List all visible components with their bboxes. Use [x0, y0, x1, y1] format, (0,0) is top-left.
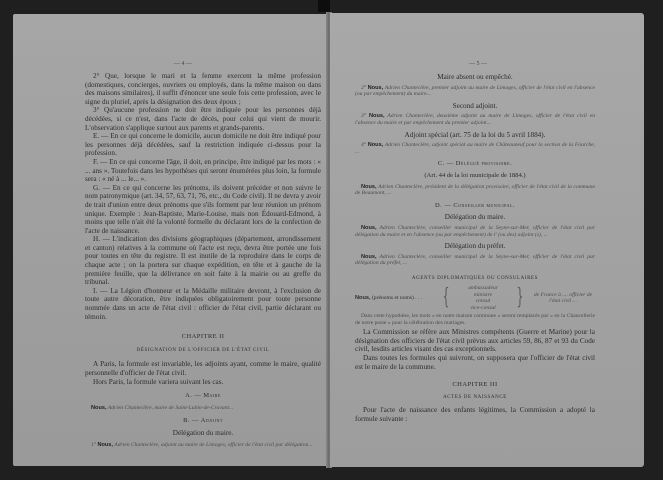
formula-text: Adrien Chanteclère, deuxième adjoint au maire de Limoges, officier de l'état civil en l'absence du maire et par empêchement du premier adjoint... [355, 113, 595, 126]
formula-number: 2° [361, 84, 368, 91]
paragraph: 3° Qu'aucune profession ne doit être indiquée pour les personnes déjà décédées, si ce n'est, dans l'acte de décès, pour celui qui vient de mourir. L'observation s'applique surtout aux parents et grands-parents. [85, 106, 321, 132]
formula-text: Adrien Chanteclère, adjoint au maire de Limoges, officier de l'état civil par délégation... [112, 441, 313, 448]
formula [355, 85, 595, 98]
paragraph: Hors Paris, la formule variera suivant les cas. [93, 377, 224, 386]
section-heading-maire: A. — Maire [185, 392, 221, 400]
section-heading-conseiller: D. — Conseiller municipal. [435, 201, 515, 209]
paragraph: I. — La Légion d'honneur et la Médaille militaire devront, à l'exclusion de toute autre décoration, être indiquées obligatoirement pour toute personne nommée dans un acte de l'état civil : officier de l'état civil, partie déclarant ou témoin. [85, 286, 321, 321]
nous-label: Nous, [367, 142, 384, 149]
paragraph: E. — En ce qui concerne le domicile, aucun domicile ne doit être indiqué pour les personnes déjà décédées, sauf la restriction indiquée ci-dessus pour la profession. [85, 132, 321, 158]
nous-label: Nous, [361, 183, 377, 190]
right-body [355, 73, 595, 424]
left-page [13, 14, 329, 466]
option: ambassadeur [468, 285, 498, 292]
formula-number: 4° [361, 142, 368, 149]
left-brace: { [442, 285, 450, 311]
formula [355, 113, 595, 126]
paragraph: La Commission se réfère aux Ministres compétents (Guerre et Marine) pour la désignation des officiers de l'état civil prévus aux articles 59, 86, 87 et 93 du Code civil, lesdits articles visant des cas exceptionnels. [355, 328, 595, 354]
formula-text: Adrien Chanteclère, adjoint spécial au maire de Châteauneuf pour la section de la Fourche, ... [355, 142, 595, 155]
chapter-title: CHAPITRE III [452, 381, 498, 389]
nous-label: Nous, [97, 441, 113, 448]
formula-text: Adrien Chanteclère, premier adjoint au maire de Limoges, officier de l'état civil en l'absence (ou par empêchement) du maire... [355, 84, 595, 98]
section-subheading: Délégation du maire. [444, 213, 506, 222]
section-subheading: Second adjoint. [452, 101, 498, 110]
formula-maire [85, 405, 321, 412]
nous-label: Nous, [367, 84, 384, 91]
right-page [330, 13, 644, 467]
nous-label: Nous, [91, 404, 107, 411]
nous-label: Nous, [361, 253, 377, 260]
diplomatic-options [457, 285, 509, 311]
nous-label: Nous, [361, 224, 377, 231]
paragraph: H. — L'indication des divisions géographiques (département, arrondissement et canton) relatives à la commune où l'acte est reçu, devra être portée une fois pour toutes en tête du registre. Il est inutile de la reproduire dans le corps de chaque acte ; on la portera sur chaque expédition, en tête et à gauche de la première feuille, que la délivrance en soit faite à la mairie ou au greffe du tribunal. [85, 235, 321, 287]
formula-text: Adrien Chanteclère, conseiller municipal de la Seyne-sur-Mer, officier de l'état civil par délégation du préfet, ... [355, 253, 595, 267]
diplomatic-name [355, 295, 435, 301]
option: consul [475, 298, 491, 305]
section-subheading: Délégation du maire. [172, 428, 234, 437]
section-subheading: Adjoint spécial (art. 75 de la loi du 5 avril 1884). [404, 130, 546, 139]
section-heading-delegue: C. — Délégué provisoire. [437, 160, 513, 168]
section-subheading: Délégation du préfet. [444, 242, 506, 251]
paragraph: G. — En ce qui concerne les prénoms, ils doivent précéder et non suivre le nom patronymique (art. 34, 57, 63, 71, 76, etc., du Code civil). Il ne devra y avoir de trait d'union entre deux prénoms que s'ils forment par leur réunion un prénom unique. Exemple : Jean-Baptiste, Marie-Louise, mais non Édouard-Edmond, à moins que telle n'ait été la volonté formelle du déclarant lors de la confection de l'acte de naissance. [85, 183, 321, 235]
suffix-line: de France à .... officier de [533, 291, 593, 298]
paragraph: Dans toutes les formules qui suivront, on supposera que l'officier de l'état civil est le maire de la commune. [355, 354, 595, 371]
paragraph: F. — En ce qui concerne l'âge, il doit, en principe, être indiqué par les mots : « ... ans ». Toutefois dans les hypothèses qui seront énumérées plus loin, la formule sera : « né à ... le... ». [85, 157, 321, 184]
formula-text: Adrien Chanteclère, président de la délégation provisoire, officier de l'état civil de la commune de Beaumont, ... [355, 183, 595, 197]
diplomatic-suffix [531, 292, 595, 305]
formula-text: Adrien Chanteclère, conseiller municipal de la Seyne-sur-Mer, officier de l'état civil par délégation du maire et en l'absence (ou par empêchement) de l' (ou des) adjoint (s), ... [355, 224, 595, 238]
option: vice-consul [470, 304, 496, 311]
scanner-edge [318, 0, 330, 12]
diplomatic-formula [355, 285, 595, 311]
diplomatic-note: Dans cette hypothèse, les mots « en notre maison commune » seront remplacés par « en la Chancellerie de notre poste » pour la célébration des mariages. [355, 313, 595, 326]
nous-label: Nous, [355, 295, 371, 302]
page-number: — 4 — [174, 61, 192, 67]
option: ministre [473, 291, 493, 298]
chapter-subtitle: ACTES DE NAISSANCE [443, 394, 507, 400]
left-body [85, 72, 321, 448]
formula-number: 3° [361, 113, 369, 120]
formula-text: (prénoms et noms) . . . [370, 295, 423, 302]
formula-number: 1° [91, 441, 98, 448]
diplomatic-heading: AGENTS DIPLOMATIQUES OU CONSULAIRES [411, 275, 539, 281]
suffix-line: l'état civil ... [549, 298, 577, 305]
formula-text: Adrien Chanteclère, maire de Saint-Lubin-de-Cravant... [106, 404, 234, 411]
page-number: — 5 — [469, 61, 487, 67]
section-heading-adjoint: B. — Adjoint [183, 417, 223, 425]
right-brace: } [516, 285, 524, 311]
formula [355, 225, 595, 238]
formula-adjoint [85, 442, 321, 449]
chapter-subtitle: DÉSIGNATION DE L'OFFICIER DE L'ÉTAT CIVIL [136, 347, 270, 353]
section-subheading: Maire absent ou empêché. [437, 73, 513, 81]
section-subheading: (Art. 44 de la loi municipale de 1884.) [424, 171, 526, 179]
formula [355, 254, 595, 267]
paragraph: A Paris, la formule est invariable, les adjoints ayant, comme le maire, qualité personnelle d'officier de l'état civil. [85, 360, 321, 377]
nous-label: Nous, [368, 113, 385, 120]
paragraph: 2° Que, lorsque le mari et la femme exercent la même profession (domestiques, concierges, ouvriers ou employés, dans la même maison ou dans des maisons similaires), il suffit d'énoncer une seule fois cette profession, avec le signe du pluriel, après la désignation des deux époux ; [85, 72, 321, 106]
formula [355, 142, 595, 155]
formula [355, 184, 595, 197]
paragraph: Pour l'acte de naissance des enfants légitimes, la Commission a adopté la formule suivante : [355, 406, 595, 424]
chapter-title: CHAPITRE II [181, 333, 225, 341]
